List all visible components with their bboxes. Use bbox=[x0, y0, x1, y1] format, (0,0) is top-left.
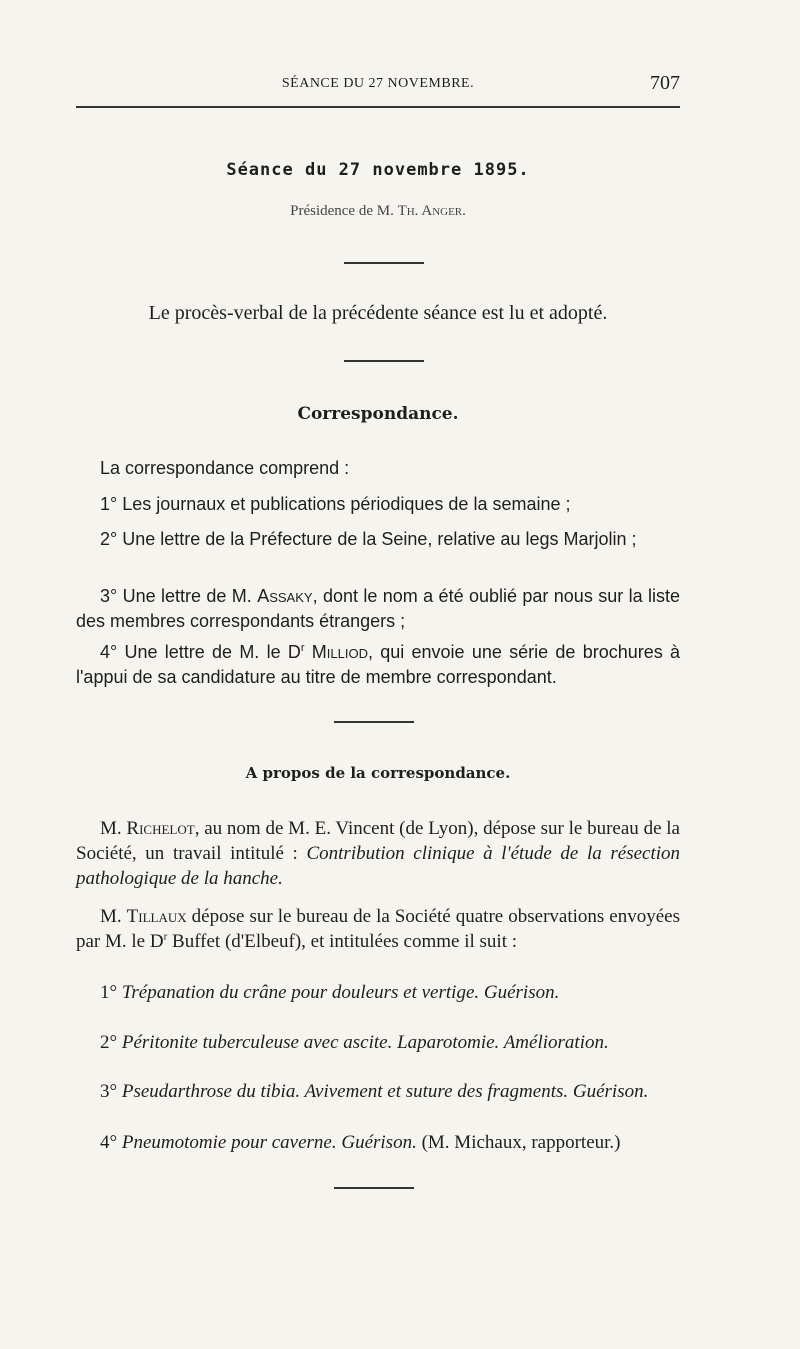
obs1-title: Trépanation du crâne pour douleurs et vertige. Guérison. bbox=[121, 982, 560, 1003]
p1-text: , au nom de M. E. Vincent (de Lyon), dépose sur le bureau de la Société, un travail intitulé : bbox=[76, 818, 680, 864]
item3-text: , dont le nom a été oublié par nous sur la liste des membres correspondants étrangers ; bbox=[76, 586, 680, 631]
obs4-title: Pneumotomie pour caverne. Guérison. bbox=[121, 1132, 417, 1153]
p2-text-tail: Buffet (d'Elbeuf), et intitulées comme il suit : bbox=[167, 931, 518, 952]
minutes-statement: Le procès-verbal de la précédente séance est lu et adopté. bbox=[148, 302, 608, 324]
presidence-line bbox=[76, 203, 680, 220]
page-number: 707 bbox=[650, 72, 680, 94]
p2-prefix: M. bbox=[100, 906, 127, 927]
person-name: Assaky bbox=[257, 586, 313, 606]
president-name: Th. Anger. bbox=[397, 203, 466, 219]
observation-3 bbox=[76, 1079, 680, 1104]
person-name: Milliod bbox=[304, 642, 368, 662]
section-heading-apropos: A propos de la correspondance. bbox=[245, 764, 511, 782]
observation-4 bbox=[76, 1130, 680, 1155]
item4-sup: r bbox=[300, 642, 305, 654]
p1-prefix: M. bbox=[100, 818, 127, 839]
obs1-number: 1° bbox=[100, 982, 122, 1003]
divider-rule bbox=[334, 1187, 414, 1189]
running-head bbox=[76, 72, 680, 98]
divider-rule bbox=[344, 360, 424, 362]
observation-1 bbox=[76, 980, 680, 1005]
divider-rule bbox=[344, 262, 424, 264]
obs3-number: 3° bbox=[100, 1081, 122, 1102]
obs2-title: Péritonite tuberculeuse avec ascite. Laparotomie. Amélioration. bbox=[121, 1032, 609, 1053]
p2-text: dépose sur le bureau de la Société quatre observations envoyées par M. le D bbox=[76, 906, 680, 952]
work-title: Contribution clinique à l'étude de la résection pathologique de la hanche. bbox=[76, 843, 681, 889]
item4-text: , qui envoie une série de brochures à l'appui de sa candidature au titre de membre correspondant. bbox=[76, 642, 681, 687]
item3-prefix: 3° Une lettre de M. bbox=[100, 586, 258, 606]
divider-rule bbox=[334, 721, 414, 723]
observation-2 bbox=[76, 1030, 680, 1055]
obs3-title: Pseudarthrose du tibia. Avivement et suture des fragments. Guérison. bbox=[121, 1081, 649, 1102]
running-title: SÉANCE DU 27 NOVEMBRE. bbox=[281, 76, 475, 91]
item4-prefix: 4° Une lettre de M. le D bbox=[100, 642, 301, 662]
header-rule bbox=[76, 106, 680, 108]
session-title: Séance du 27 novembre 1895. bbox=[226, 160, 530, 180]
obs4-number: 4° bbox=[100, 1132, 122, 1153]
correspondance-item-1: 1° Les journaux et publications périodiques de la semaine ; bbox=[100, 494, 571, 514]
section-heading-correspondance: Correspondance. bbox=[297, 404, 459, 424]
correspondance-lead: La correspondance comprend : bbox=[100, 458, 350, 478]
correspondance-item-4 bbox=[76, 640, 680, 690]
presidence-prefix: Présidence de M. bbox=[290, 203, 398, 219]
tillaux-paragraph bbox=[76, 904, 680, 954]
richelot-paragraph bbox=[76, 816, 680, 891]
obs4-rapporteur: (M. Michaux, rapporteur.) bbox=[416, 1132, 621, 1153]
person-name: Richelot bbox=[126, 818, 195, 839]
correspondance-item-3 bbox=[76, 584, 680, 634]
obs2-number: 2° bbox=[100, 1032, 122, 1053]
correspondance-item-2: 2° Une lettre de la Préfecture de la Seine, relative au legs Marjolin ; bbox=[100, 529, 637, 549]
p2-sup: r bbox=[163, 930, 168, 943]
person-name: Tillaux bbox=[126, 906, 187, 927]
